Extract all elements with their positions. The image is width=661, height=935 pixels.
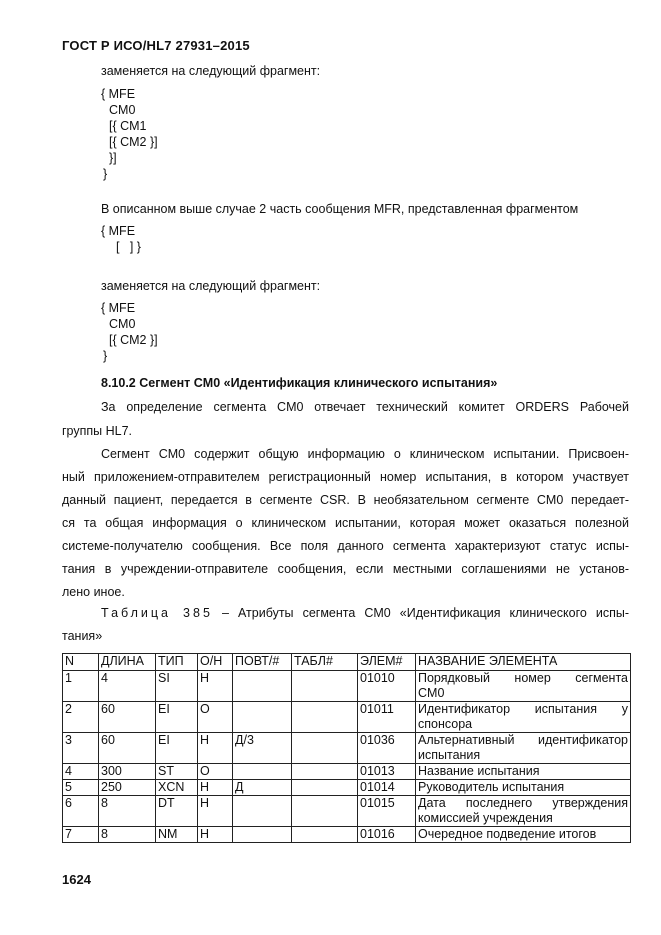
element-name-line: CM0: [418, 686, 445, 700]
code-block-2: [101, 223, 141, 255]
header-element: ЭЛЕМ#: [358, 654, 416, 671]
cell-element: 01036: [358, 733, 416, 764]
header-optionality: О/Н: [198, 654, 233, 671]
cell-element-name: [416, 733, 631, 764]
cell-element-name: [416, 702, 631, 733]
code-block-1: [101, 86, 158, 182]
paragraph-line: тания в учреждении-отправителе сообщения, если местными соглашениями не установ-: [62, 562, 629, 576]
cell-table: [292, 827, 358, 843]
header-length: ДЛИНА: [99, 654, 156, 671]
element-name-line: Идентификатор испытания у: [418, 702, 628, 716]
cell-n: 5: [63, 780, 99, 796]
intro-text: заменяется на следующий фрагмент:: [101, 64, 321, 78]
table-row: [63, 671, 631, 702]
section-title: 8.10.2 Сегмент CM0 «Идентификация клинического испытания»: [101, 376, 498, 390]
table-caption-text: – Атрибуты сегмента CM0 «Идентификация клинического испы-: [221, 606, 629, 620]
table-caption: [62, 606, 629, 622]
code-line: [{ CM2 }]: [109, 135, 158, 149]
cell-element: 01013: [358, 764, 416, 780]
element-name-line: Порядковый номер сегмента: [418, 671, 628, 685]
code-line: [{ CM2 }]: [109, 333, 158, 347]
cell-length: 8: [99, 827, 156, 843]
code-line: { MFE: [101, 224, 136, 238]
cell-optionality: Н: [198, 671, 233, 702]
cell-optionality: Н: [198, 780, 233, 796]
cell-element: 01011: [358, 702, 416, 733]
paragraph-line: Сегмент CM0 содержит общую информацию о клиническом испытании. Присвоен-: [101, 447, 629, 461]
cell-length: 250: [99, 780, 156, 796]
table-row: [63, 780, 631, 796]
cell-optionality: О: [198, 702, 233, 733]
element-name-line: Дата последнего утверждения: [418, 796, 628, 810]
intro-text-2: заменяется на следующий фрагмент:: [101, 279, 321, 293]
element-name-line: спонсора: [418, 717, 473, 731]
cell-element: 01014: [358, 780, 416, 796]
cell-element-name: Очередное подведение итогов: [416, 827, 631, 843]
cell-type: XCN: [156, 780, 198, 796]
cell-type: NM: [156, 827, 198, 843]
table-caption-label: Таблица 385: [101, 606, 213, 620]
cell-n: 6: [63, 796, 99, 827]
code-line: CM0: [109, 317, 136, 331]
paragraph-line: лено иное.: [62, 585, 125, 599]
paragraph-line: ся та общая информация о клиническом испытании, которая может оказаться полезной: [62, 516, 629, 530]
document-header: ГОСТ Р ИСО/HL7 27931–2015: [62, 38, 250, 53]
cell-table: [292, 764, 358, 780]
cell-table: [292, 702, 358, 733]
cell-element-name: [416, 796, 631, 827]
cell-length: 60: [99, 702, 156, 733]
code-line: }: [103, 167, 108, 181]
cell-type: EI: [156, 733, 198, 764]
paragraph-line: ный приложением-отправителем регистрационный номер испытания, в котором участвует: [62, 470, 629, 484]
cell-repeat: [233, 827, 292, 843]
attributes-table: [62, 653, 631, 843]
cell-n: 7: [63, 827, 99, 843]
cell-optionality: О: [198, 764, 233, 780]
table-row: [63, 733, 631, 764]
code-line: CM0: [109, 103, 136, 117]
cell-type: EI: [156, 702, 198, 733]
cell-length: 60: [99, 733, 156, 764]
cell-optionality: Н: [198, 733, 233, 764]
cell-repeat: [233, 671, 292, 702]
cell-optionality: Н: [198, 827, 233, 843]
table-row: [63, 796, 631, 827]
header-n: N: [63, 654, 99, 671]
paragraph-mfr: В описанном выше случае 2 часть сообщения MFR, представленная фрагментом: [101, 202, 579, 216]
cell-n: 3: [63, 733, 99, 764]
cell-length: 4: [99, 671, 156, 702]
code-line: [{ CM1: [109, 119, 147, 133]
cell-table: [292, 733, 358, 764]
cell-repeat: [233, 702, 292, 733]
code-line: { MFE: [101, 301, 136, 315]
cell-n: 1: [63, 671, 99, 702]
cell-n: 4: [63, 764, 99, 780]
paragraph-line: системе-получателю сообщения. Все поля данного сегмента характеризуют статус испы-: [62, 539, 629, 553]
code-line: { MFE: [101, 87, 136, 101]
cell-length: 8: [99, 796, 156, 827]
header-type: ТИП: [156, 654, 198, 671]
code-line: }]: [109, 151, 117, 165]
cell-element: 01010: [358, 671, 416, 702]
code-line: [ ] }: [109, 240, 141, 254]
cell-element-name: Название испытания: [416, 764, 631, 780]
cell-table: [292, 780, 358, 796]
cell-element: 01016: [358, 827, 416, 843]
cell-repeat: [233, 796, 292, 827]
cell-type: DT: [156, 796, 198, 827]
cell-element-name: [416, 671, 631, 702]
cell-repeat: Д: [233, 780, 292, 796]
cell-repeat: Д/3: [233, 733, 292, 764]
code-line: }: [103, 349, 108, 363]
header-repeat: ПОВТ/#: [233, 654, 292, 671]
cell-table: [292, 796, 358, 827]
header-table: ТАБЛ#: [292, 654, 358, 671]
cell-type: ST: [156, 764, 198, 780]
cell-element: 01015: [358, 796, 416, 827]
cell-table: [292, 671, 358, 702]
table-row: [63, 764, 631, 780]
paragraph-line: данный пациент, передается в сегменте CSR. В необязательном сегменте CM0 передает-: [62, 493, 629, 507]
element-name-line: испытания: [418, 748, 481, 762]
element-name-line: Альтернативный идентификатор: [418, 733, 628, 747]
cell-repeat: [233, 764, 292, 780]
table-row: [63, 702, 631, 733]
cell-optionality: Н: [198, 796, 233, 827]
cell-element-name: Руководитель испытания: [416, 780, 631, 796]
cell-n: 2: [63, 702, 99, 733]
cell-length: 300: [99, 764, 156, 780]
cell-type: SI: [156, 671, 198, 702]
paragraph-line: группы HL7.: [62, 424, 133, 438]
page-number: 1624: [62, 872, 91, 887]
code-block-3: [101, 300, 158, 364]
table-caption-line2: тания»: [62, 629, 103, 643]
element-name-line: комиссией учреждения: [418, 811, 553, 825]
header-element-name: НАЗВАНИЕ ЭЛЕМЕНТА: [416, 654, 631, 671]
paragraph-line: За определение сегмента CM0 отвечает технический комитет ORDERS Рабочей: [101, 400, 629, 414]
table-row: [63, 827, 631, 843]
table-header-row: [63, 654, 631, 671]
